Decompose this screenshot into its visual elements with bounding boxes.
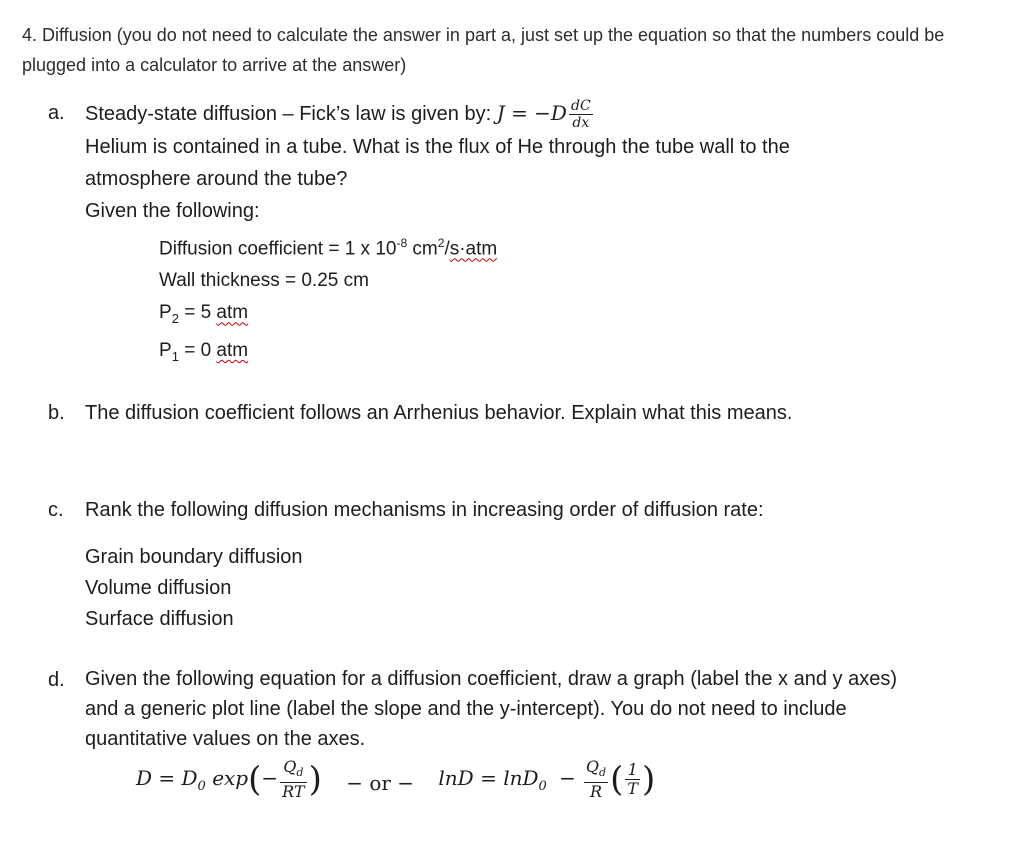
eq2-q-subscript: d — [599, 766, 607, 780]
part-c — [48, 494, 988, 635]
arrhenius-exp-form — [136, 758, 322, 807]
list-item: Grain boundary diffusion — [85, 546, 303, 568]
ficks-law-lead: Steady-state diffusion – Fick’s law is given by: — [85, 103, 492, 125]
given-list — [159, 227, 988, 373]
eq1-close-paren: ) — [308, 759, 322, 800]
dx-denominator: dx — [572, 115, 590, 131]
ficks-law-equation — [496, 98, 595, 131]
dc-numerator: dC — [570, 98, 591, 114]
mechanism-list — [85, 542, 988, 635]
eq1-denominator: RT — [282, 782, 305, 802]
eq1-lhs: D = D — [136, 766, 198, 791]
p2-label: P — [159, 302, 172, 324]
ficks-law-line — [85, 97, 988, 131]
p1-label: P — [159, 340, 172, 362]
eq2-fraction — [584, 758, 608, 801]
list-item: Volume diffusion — [85, 577, 232, 599]
eq1-numerator — [280, 758, 306, 783]
diff-coef-exponent: -8 — [396, 236, 408, 250]
part-d — [48, 664, 988, 754]
part-d-letter: d. — [48, 669, 65, 691]
eq2-denominator: R — [589, 782, 603, 802]
part-a — [48, 97, 988, 373]
given-p2 — [159, 297, 988, 335]
eq2-close-paren: ) — [642, 759, 656, 800]
eq1-q: Q — [283, 757, 297, 776]
part-c-text: Rank the following diffusion mechanisms in increasing order of diffusion rate: — [85, 499, 764, 521]
diff-coef-unit-exponent: 2 — [437, 236, 445, 250]
eq2-one: 1 — [625, 761, 640, 780]
arrhenius-log-form — [438, 758, 655, 807]
part-b — [48, 397, 988, 429]
part-a-body — [85, 97, 988, 373]
part-c-body — [85, 494, 988, 635]
p1-value: = 0 — [178, 340, 217, 362]
p1-subscript: 1 — [171, 348, 179, 364]
p1-unit: atm — [216, 340, 249, 362]
list-item: Surface diffusion — [85, 608, 234, 630]
eq1-d0-subscript: 0 — [197, 779, 206, 795]
eq2-t: T — [627, 779, 639, 799]
ficks-law-lhs: J = −D — [496, 101, 567, 125]
part-a-letter: a. — [48, 102, 65, 124]
p2-value: = 5 — [178, 302, 217, 324]
eq2-minus: − — [559, 766, 576, 791]
eq2-lhs: lnD = lnD — [438, 766, 539, 791]
eq2-open-paren: ( — [610, 759, 624, 800]
eq2-numerator — [584, 758, 608, 783]
eq1-minus: − — [261, 766, 279, 791]
part-b-text: The diffusion coefficient follows an Arrhenius behavior. Explain what this means. — [85, 402, 793, 424]
given-p1 — [159, 335, 988, 373]
part-b-letter: b. — [48, 402, 65, 424]
diff-coef-unit-s-atm: s·atm — [449, 238, 498, 260]
eq1-q-subscript: d — [296, 766, 304, 780]
equation-separator: − or − — [346, 770, 415, 795]
given-wall-thickness: Wall thickness = 0.25 cm — [159, 270, 369, 292]
dc-dx-fraction — [569, 98, 593, 131]
diff-coef-text: Diffusion coefficient = 1 x 10 — [159, 238, 397, 260]
part-c-letter: c. — [48, 499, 64, 521]
eq2-inverse-t-fraction — [625, 761, 640, 798]
part-a-question: Helium is contained in a tube. What is the flux of He through the tube wall to the atmosphere around the tube? — [85, 136, 790, 190]
eq2-d0-subscript: 0 — [538, 779, 547, 795]
p2-unit: atm — [216, 302, 249, 324]
p2-subscript: 2 — [171, 311, 179, 327]
eq1-open-paren: ( — [248, 759, 262, 800]
eq1-fraction — [280, 758, 306, 801]
part-d-text: Given the following equation for a diffusion coefficient, draw a graph (label the x and y axes) and a generic plot line (label the slope and the y-intercept). You do not need to include quantitative values on the axes. — [85, 668, 897, 750]
given-diffusion-coefficient — [159, 227, 988, 265]
diff-coef-slash: / — [444, 238, 450, 260]
arrhenius-equations — [136, 758, 836, 807]
eq1-exp: exp — [212, 766, 249, 791]
question-intro: 4. Diffusion (you do not need to calculate the answer in part a, just set up the equation so that the numbers could be plugged into a calculator to arrive at the answer) — [22, 25, 945, 75]
eq2-q: Q — [585, 757, 600, 776]
diff-coef-unit-cm: cm — [407, 238, 438, 260]
given-label: Given the following: — [85, 200, 260, 222]
